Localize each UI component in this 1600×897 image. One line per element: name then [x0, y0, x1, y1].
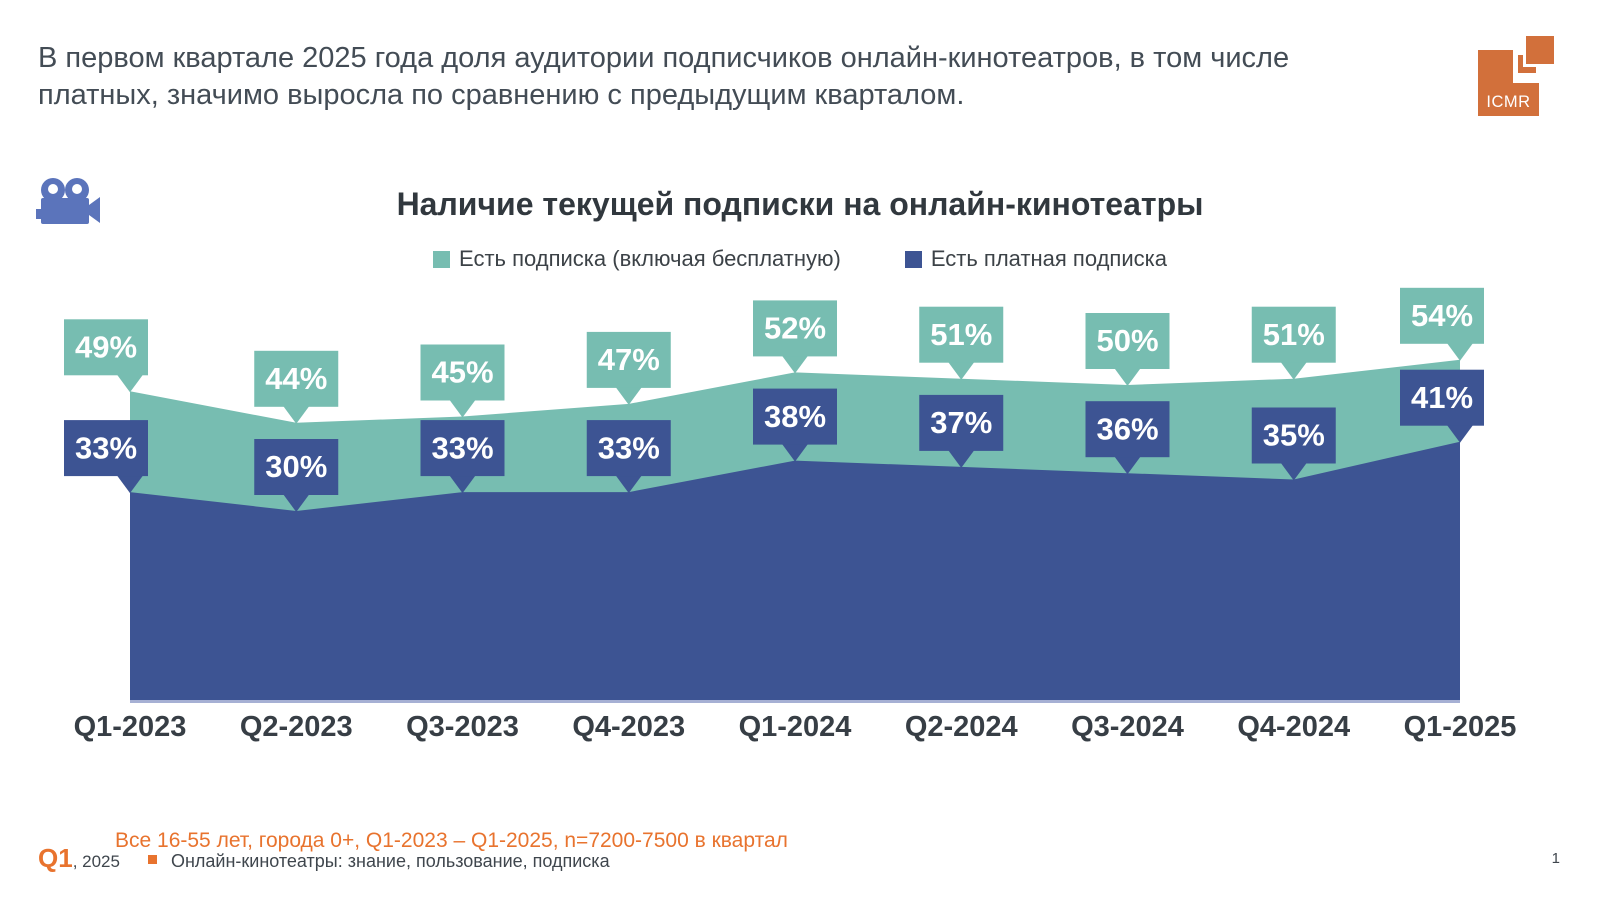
x-axis-label: Q2-2023 [239, 711, 353, 743]
svg-text:41%: 41% [1410, 379, 1474, 415]
svg-text:51%: 51% [1262, 316, 1325, 352]
svg-text:33%: 33% [431, 430, 494, 466]
data-label-callout [1400, 288, 1484, 361]
data-label-callout [254, 351, 338, 424]
footer-year: , 2025 [72, 852, 120, 871]
legend-label-paid-subscription: Есть платная подписка [930, 246, 1167, 271]
svg-text:47%: 47% [597, 342, 660, 378]
x-axis-label: Q1-2025 [1403, 711, 1517, 743]
data-label-callout [1252, 307, 1336, 380]
icmr-logo-text: ICMR [1486, 93, 1531, 111]
chart-title: Наличие текущей подписки на онлайн-кинотеатры [396, 186, 1204, 222]
svg-text:49%: 49% [74, 329, 138, 365]
x-axis-label: Q1-2023 [73, 711, 187, 743]
x-axis-label: Q4-2024 [1237, 711, 1351, 743]
data-label-callout [753, 300, 837, 373]
data-label-callout [919, 307, 1003, 380]
footer [38, 843, 610, 874]
footer-quarter: Q1 [38, 843, 73, 873]
svg-text:33%: 33% [597, 430, 660, 466]
x-axis-label: Q3-2024 [1071, 711, 1184, 743]
x-axis-label: Q2-2024 [904, 711, 1018, 743]
svg-text:35%: 35% [1262, 417, 1325, 453]
footer-bullet-icon [148, 855, 157, 864]
x-axis-label: Q3-2023 [406, 711, 519, 743]
page-number: 1 [1551, 850, 1560, 867]
sample-footnote: Все 16-55 лет, города 0+, Q1-2023 – Q1-2025, n=7200-7500 в квартал [115, 829, 788, 852]
svg-text:50%: 50% [1096, 323, 1159, 359]
data-label-callout [1086, 313, 1170, 386]
legend-label-any-subscription: Есть подписка (включая бесплатную) [459, 246, 841, 271]
footer-study-name: Онлайн-кинотеатры: знание, пользование, подписка [170, 851, 610, 871]
svg-text:36%: 36% [1096, 411, 1159, 447]
svg-text:38%: 38% [763, 398, 827, 434]
data-label-callout [64, 319, 148, 392]
svg-text:44%: 44% [265, 360, 328, 396]
svg-text:51%: 51% [930, 316, 993, 352]
subscription-area-chart [0, 250, 1600, 770]
x-axis-label: Q1-2024 [738, 711, 852, 743]
svg-text:45%: 45% [431, 354, 494, 390]
svg-text:54%: 54% [1410, 297, 1474, 333]
svg-text:52%: 52% [763, 310, 827, 346]
icmr-logo-square-medium [1526, 36, 1554, 64]
icmr-logo [1478, 36, 1556, 118]
svg-text:33%: 33% [74, 430, 138, 466]
data-label-callout [421, 345, 505, 418]
x-axis-label: Q4-2023 [572, 711, 686, 743]
data-label-callout [64, 420, 148, 493]
data-label-callout [587, 332, 671, 405]
slide-headline: В первом квартале 2025 года доля аудитории подписчиков онлайн-кинотеатров, в том числе платных, значимо выросла по сравнению с предыдущим кварталом. [38, 42, 1290, 111]
svg-text:30%: 30% [265, 449, 328, 485]
svg-text:37%: 37% [930, 405, 993, 441]
